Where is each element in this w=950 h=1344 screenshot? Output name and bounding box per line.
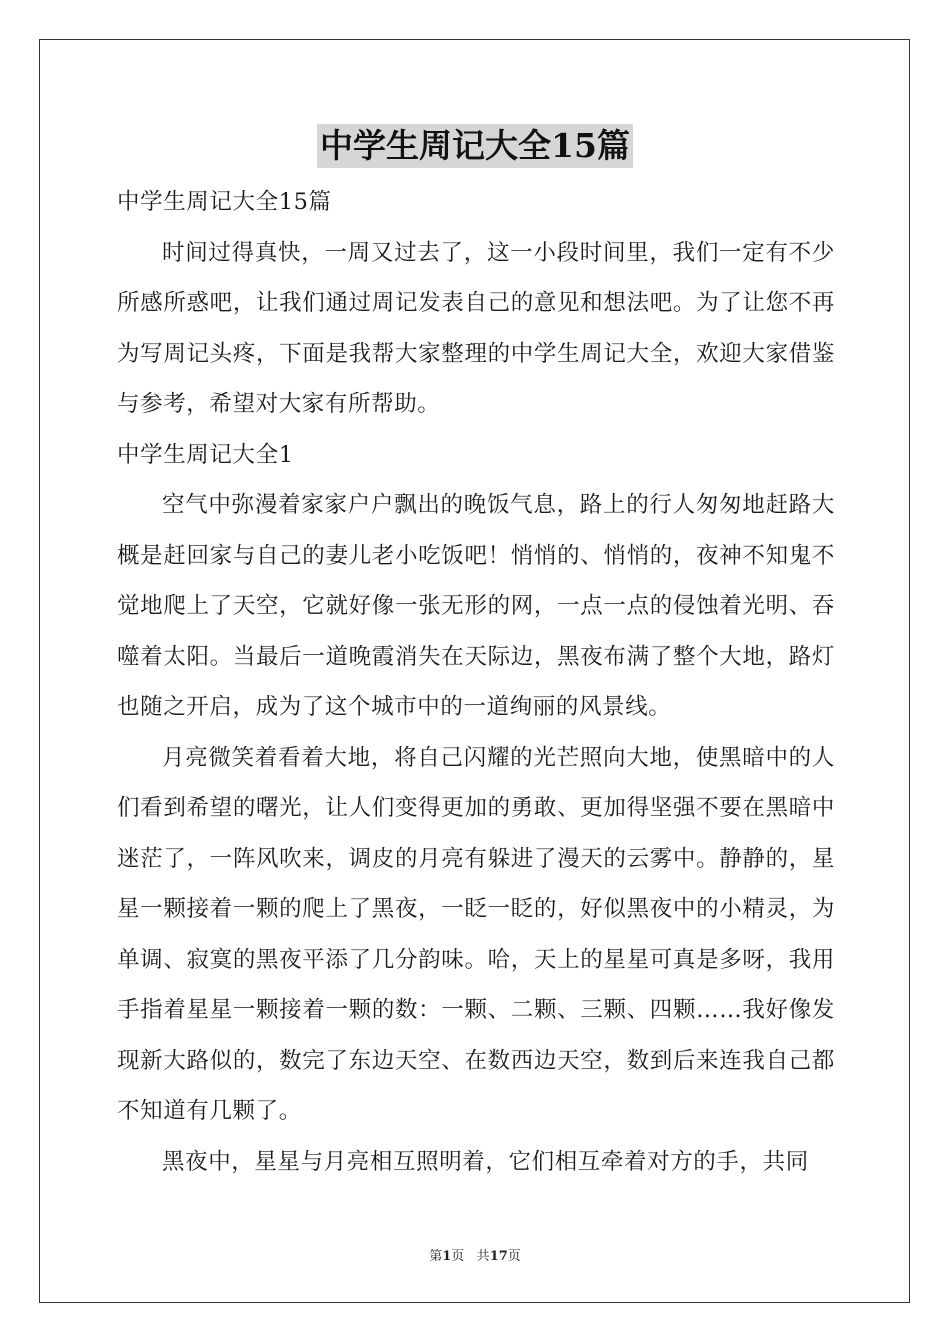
body-paragraph: 月亮微笑着看着大地，将自己闪耀的光芒照向大地，使黑暗中的人们看到希望的曙光，让人们变得更加的勇敢、更加得坚强不要在黑暗中迷茫了，一阵风吹来，调皮的月亮有躲进了漫天的云雾中。静静的，星星一颗接着一颗的爬上了黑夜，一眨一眨的，好似黑夜中的小精灵，为单调、寂寞的黑夜平添了几分韵味。哈，天上的星星可真是多呀，我用手指着星星一颗接着一颗的数：一颗、二颗、三颗、四颗……我好像发现新大路似的，数完了东边天空、在数西边天空，数到后来连我自己都不知道有几颗了。	[117, 744, 835, 1124]
page-footer	[0, 1245, 950, 1264]
document-title: 中学生周记大全15篇	[317, 124, 633, 168]
body-paragraph: 空气中弥漫着家家户户飘出的晚饭气息，路上的行人匆匆地赶路大概是赶回家与自己的妻儿老小吃饭吧！悄悄的、悄悄的，夜神不知鬼不觉地爬上了天空，它就好像一张无形的网，一点一点的侵蚀着光明、吞噬着太阳。当最后一道晚霞消失在天际边，黑夜布满了整个大地，路灯也随之开启，成为了这个城市中的一道绚丽的风景线。	[117, 492, 835, 720]
page-number: 1	[442, 1249, 452, 1264]
intro-paragraph: 时间过得真快，一周又过去了，这一小段时间里，我们一定有不少所感所惑吧，让我们通过周记发表自己的意见和想法吧。为了让您不再为写周记头疼，下面是我帮大家整理的中学生周记大全，欢迎大家借鉴与参考，希望对大家有所帮助。	[117, 239, 835, 417]
page-suffix: 页	[451, 1249, 465, 1264]
subtitle-heading: 中学生周记大全15篇	[117, 189, 332, 215]
document-body	[117, 177, 835, 1187]
total-prefix: 共	[476, 1249, 490, 1264]
total-pages: 17	[489, 1249, 508, 1264]
total-suffix: 页	[507, 1249, 521, 1264]
section-heading: 中学生周记大全1	[117, 441, 294, 468]
body-paragraph: 黑夜中，星星与月亮相互照明着，它们相互牵着对方的手，共同	[162, 1148, 809, 1175]
page-prefix: 第	[429, 1249, 443, 1264]
title-container	[0, 124, 950, 168]
